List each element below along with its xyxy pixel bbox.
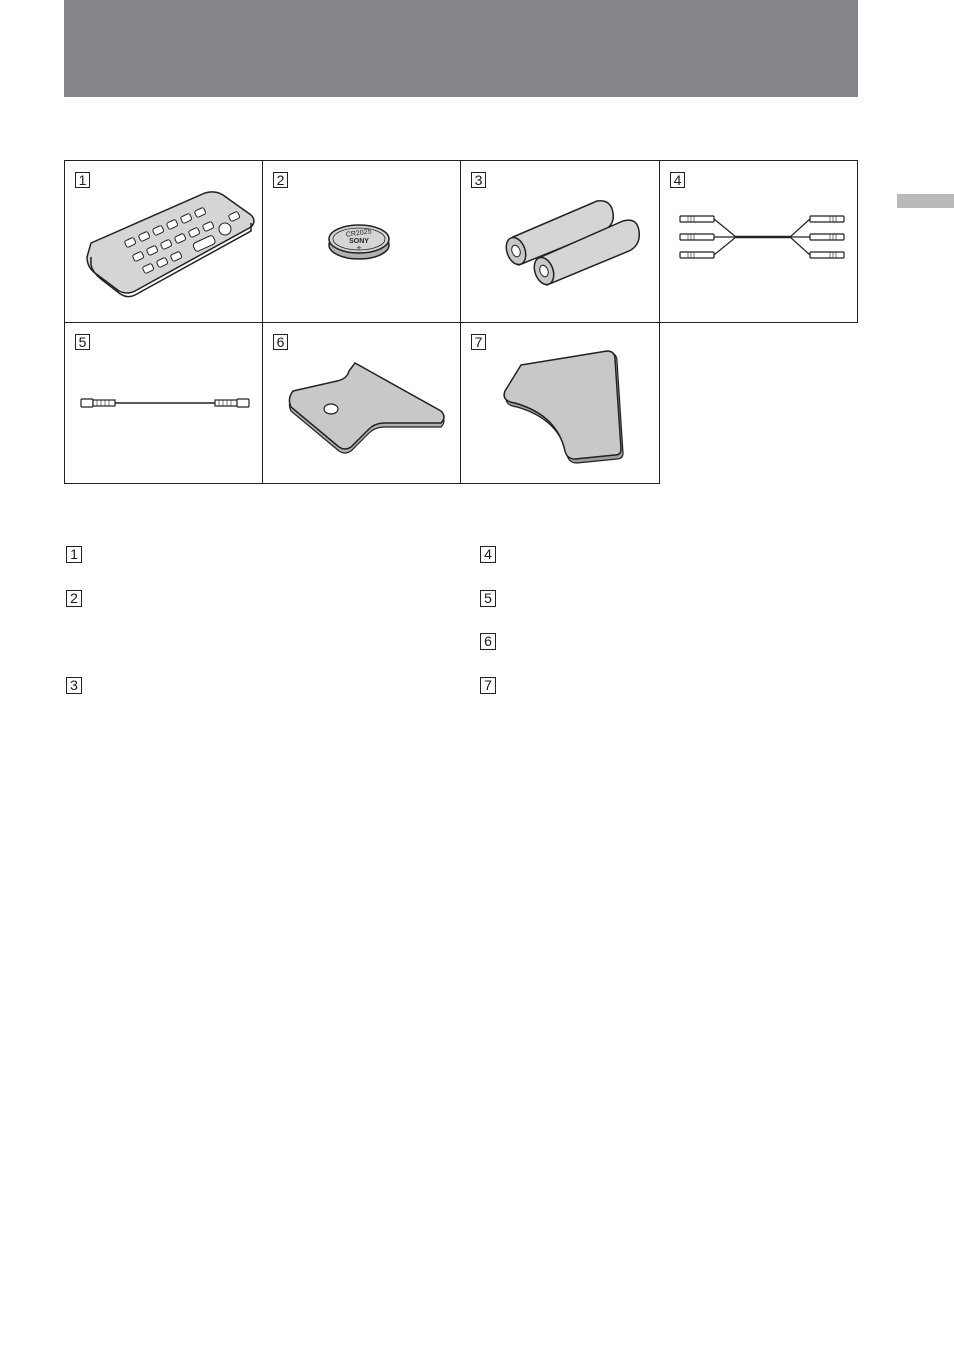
lithium-battery-icon <box>263 161 462 324</box>
legend-item-4 <box>480 546 496 563</box>
aa-batteries-icon <box>461 161 661 324</box>
cleaning-cloth-icon <box>461 323 661 485</box>
header-band <box>64 0 858 97</box>
section-tab <box>897 194 954 208</box>
battery-brand-text: SONY <box>349 238 369 245</box>
legend-item-3 <box>66 677 82 694</box>
legend-number: 4 <box>480 546 496 563</box>
accessory-cell-3 <box>460 160 660 323</box>
legend-number: 7 <box>480 677 496 694</box>
battery-model-text: CR2025 <box>345 228 372 239</box>
remote-commander-icon <box>65 161 264 324</box>
legend-number: 2 <box>66 590 82 607</box>
legend-item-5 <box>480 590 496 607</box>
item-number: 2 <box>273 172 288 188</box>
legend-item-7 <box>480 677 496 694</box>
legend-number: 1 <box>66 546 82 563</box>
legend-item-2 <box>66 590 82 607</box>
item-number: 1 <box>75 172 90 188</box>
item-number: 5 <box>75 334 90 350</box>
legend-number: 3 <box>66 677 82 694</box>
accessories-grid <box>64 160 858 484</box>
accessory-cell-1 <box>64 160 263 323</box>
item-number: 7 <box>471 334 486 350</box>
item-number: 6 <box>273 334 288 350</box>
accessory-cell-2 <box>262 160 461 323</box>
legend-item-6 <box>480 633 496 650</box>
battery-sign-text: + <box>356 243 362 253</box>
accessory-cell-6 <box>262 322 461 484</box>
legend-item-1 <box>66 546 82 563</box>
legend-number: 6 <box>480 633 496 650</box>
legend-number: 5 <box>480 590 496 607</box>
s-video-cable-icon <box>65 323 264 485</box>
av-cable-icon <box>660 161 859 324</box>
item-number: 4 <box>670 172 685 188</box>
accessory-cell-7 <box>460 322 660 484</box>
accessory-cell-5 <box>64 322 263 484</box>
lens-adjustment-plate-icon <box>263 323 462 485</box>
item-number: 3 <box>471 172 486 188</box>
accessory-cell-4 <box>659 160 858 323</box>
